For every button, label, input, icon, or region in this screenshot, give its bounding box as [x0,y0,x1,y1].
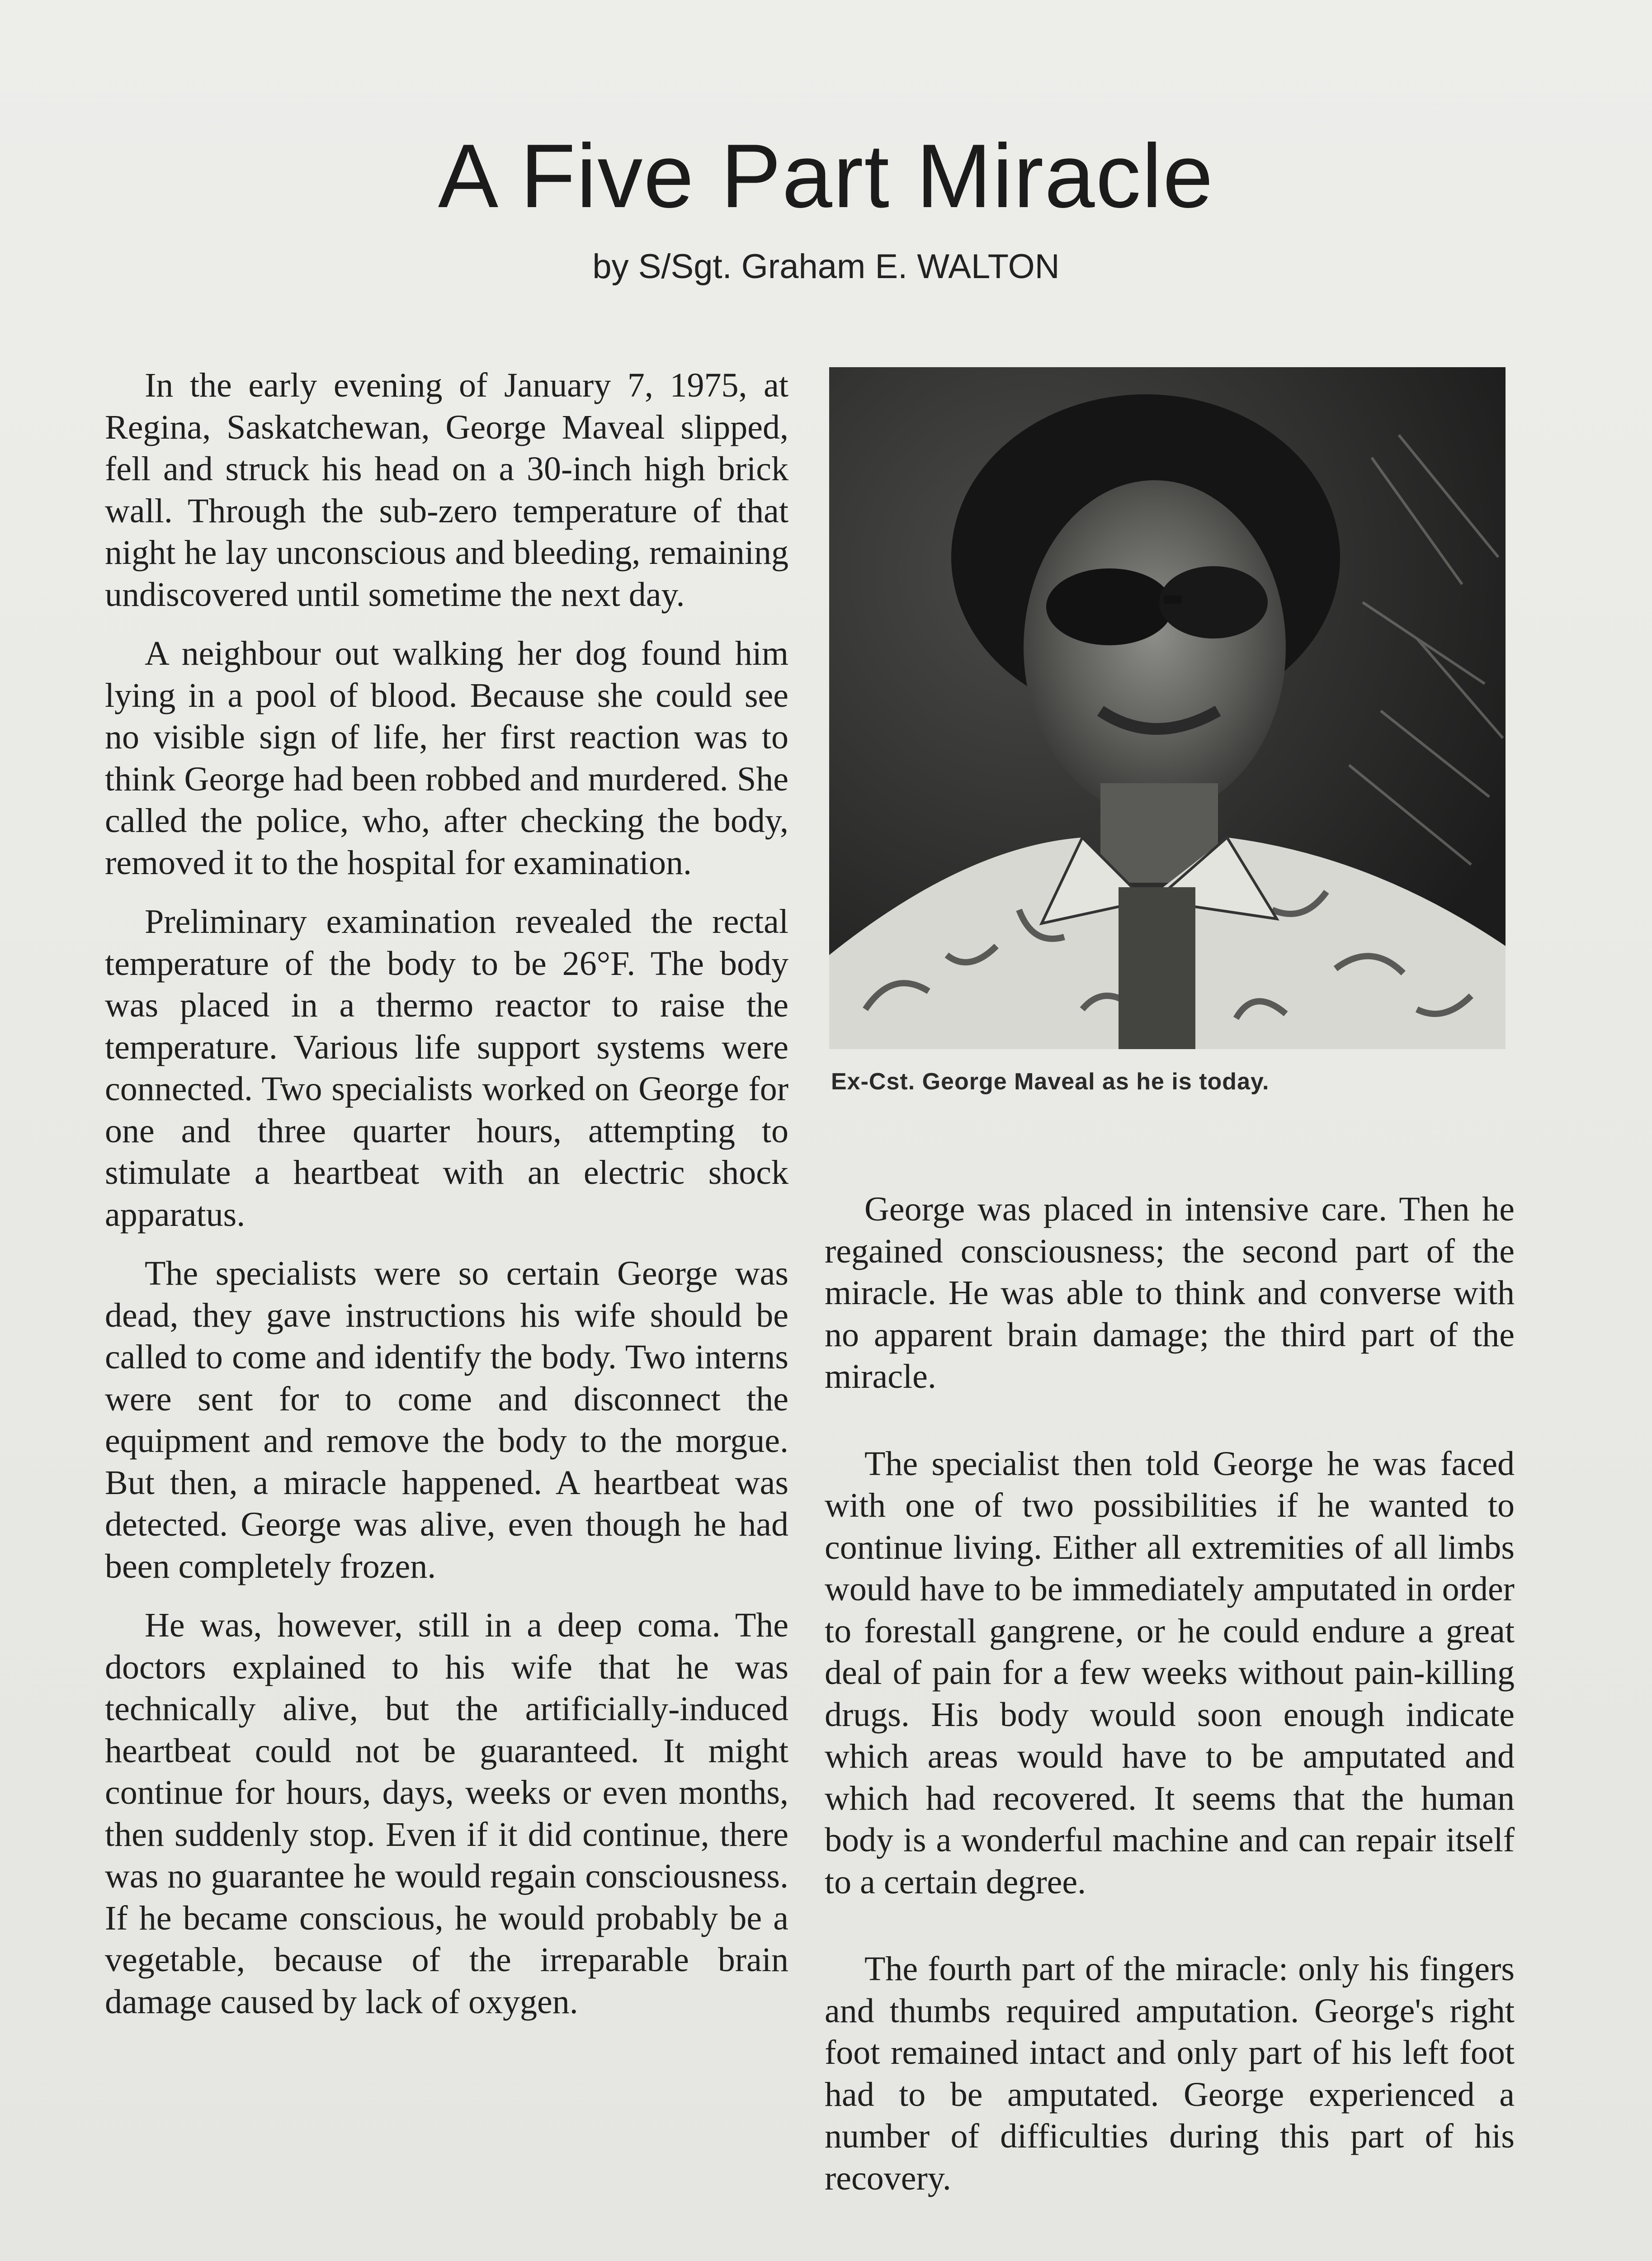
paragraph: The specialists were so certain George was dead, they gave instructions his wife should be called to come and identify the body. Two interns were sent for to come and disconnect the equipment and remove the body to the morgue. But then, a miracle happened. A heartbeat was detected. George was alive, even though he had been completely frozen. [105,1254,788,1585]
paragraph: George was placed in intensive care. Then he regained consciousness; the second part of the miracle. He was able to think and converse with no apparent brain damage; the third part of the miracle. [825,1190,1515,1395]
paragraph: In the early evening of January 7, 1975, at Regina, Saskatchewan, George Maveal slipped, fell and struck his head on a 30-inch high brick wall. Through the sub-zero temperature of that night he lay unconscious and bleeding, remaining undiscovered until sometime the next day. [105,366,788,614]
article-title: A Five Part Miracle [438,126,1214,227]
left-column [105,364,788,2040]
paragraph: The specialist then told George he was faced with one of two possibilities if he wanted to continue living. Either all extremities of all limbs would have to be immediately amputated in order to forestall gangrene, or he could endure a great deal of pain for a few weeks without pain-killing drugs. His body would soon enough indicate which areas would have to be amputated and which had recovered. It seems that the human body is a wonderful machine and can repair itself to a certain degree. [825,1444,1515,1901]
paragraph: A neighbour out walking her dog found him lying in a pool of blood. Because she could see no visible sign of life, her first reaction was to think George had been robbed and murdered. She called the police, who, after checking the body, removed it to the hospital for examination. [105,634,788,882]
right-column [825,1188,1515,2244]
paragraph: He was, however, still in a deep coma. The doctors explained to his wife that he was technically alive, but the artificially-induced heartbeat could not be guaranteed. It might continue for hours, days, weeks or even months, then suddenly stop. Even if it did continue, there was no guarantee he would regain consciousness. If he became conscious, he would probably be a vegetable, because of the irreparable brain damage caused by lack of oxygen. [105,1606,788,2021]
paragraph: The fourth part of the miracle: only his fingers and thumbs required amputation. George's right foot remained intact and only part of his left foot had to be amputated. George experienced a number of difficulties during this part of his recovery. [825,1950,1515,2197]
paragraph: Preliminary examination revealed the rectal temperature of the body to be 26°F. The body was placed in a thermo reactor to raise the temperature. Various life support systems were connected. Two specialists worked on George for one and three quarter hours, attempting to stimulate a heartbeat with an electric shock apparatus. [105,903,788,1234]
article-byline: by S/Sgt. Graham E. WALTON [592,247,1060,286]
portrait-photo [829,367,1506,1049]
portrait-photo-image [829,367,1506,1049]
photo-caption: Ex-Cst. George Maveal as he is today. [831,1069,1270,1095]
